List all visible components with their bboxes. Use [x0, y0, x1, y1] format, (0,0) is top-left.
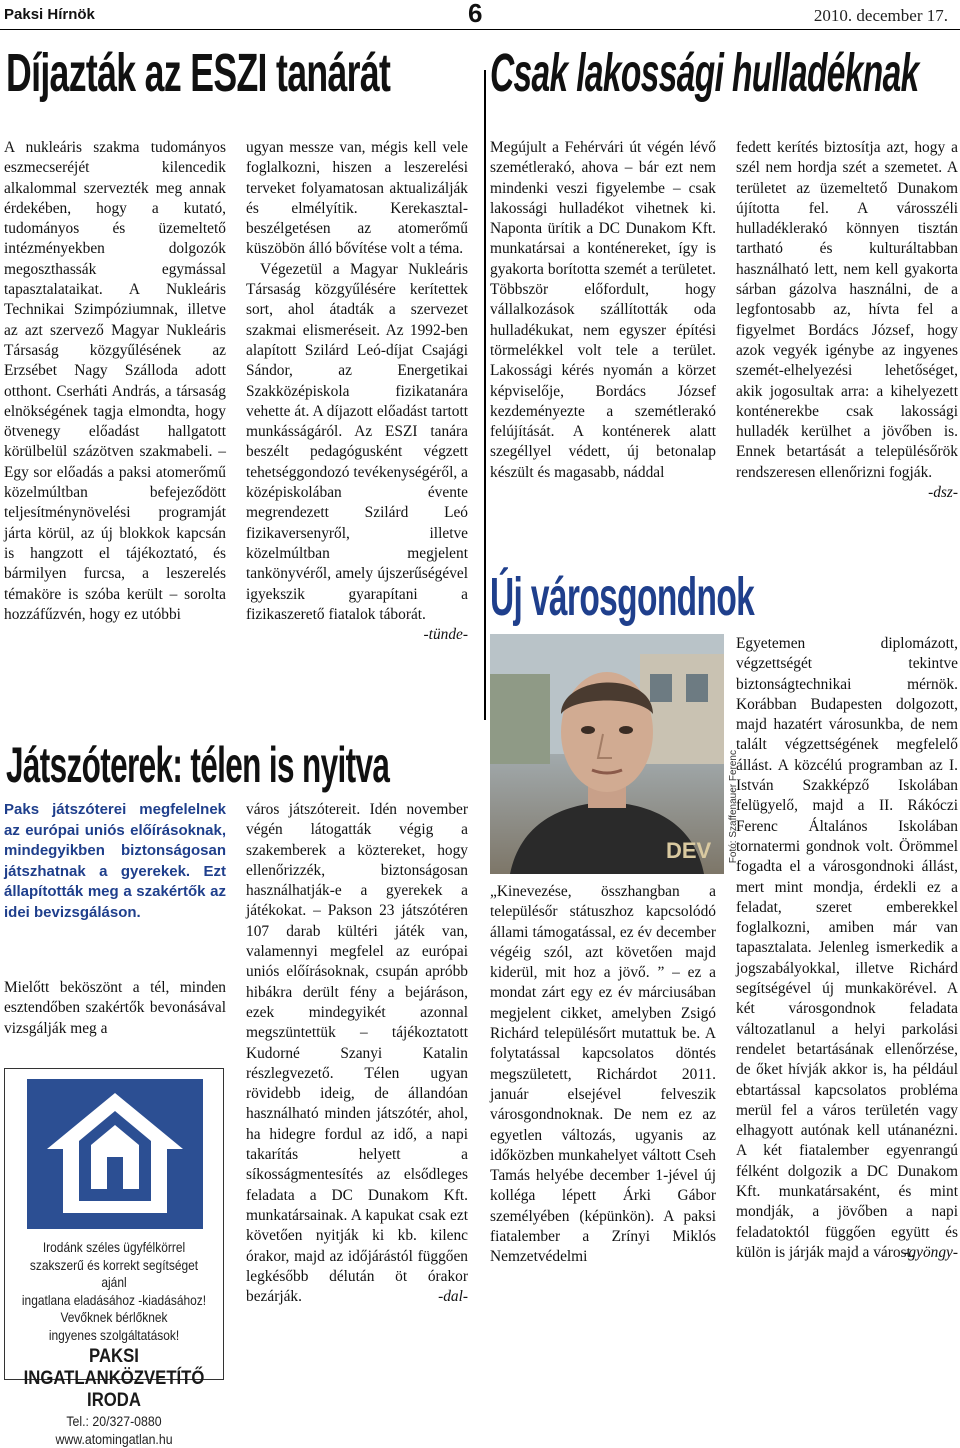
portrait-photo	[490, 634, 724, 874]
advert-brand-2: INGATLANKÖZVETÍTŐ IRODA	[23, 1368, 205, 1411]
eszi-body-2b: Végezetül a Magyar Nukleáris Társaság közgyűlésére kerítettek sort, ahol átadták a szervezet szakmai elismeréseit. Az 1992-ben alapított Szilárd Leó-díjat Csajági Sándor, az Energetikai Szakközépiskola fizikatanára vehette át. A díjazott előadást tartott munkásságáról. Az ESZI tanára beszélt pedagógusként végzett tehetséggondozó tevékenységéről, a középiskolában évente megrendezett Szilárd Leó fizikaversenyről, illetve közelmúltban megjelent tankönyvéről, amely újszerűségével igyekszik gyarapítani a fizikaszerető fiatalok táborát.	[246, 260, 468, 623]
advert-line-1: Irodánk széles ügyfélkörrel	[42, 1240, 186, 1255]
real-estate-advert	[4, 1068, 224, 1447]
playground-lead	[4, 800, 226, 923]
guard-signature: -gyöngy-	[903, 1244, 958, 1262]
playground-body-2: város játszótereit. Idén november végén látogatták végig a szakemberek a köztereket, hogy ellenőrizzék, biztonságosan használhatják-e a gyerekek a játékokat. – Pakson 23 játszótéren 107 darab kültéri játék van, valamennyi megfelel az európai uniós előírásoknak, csupán apróbb hibákra derült fény a bejáráson, ezek mindegyikét azonnal megszüntettük – tájékoztatott Kudorné Szanyi Katalin részlegvezető. Télen ugyan rövidebb ideig, de állandóan használható minden játszótér, ahol, ha hidegre fordul az idő, a napi takarítás helyett a síkosságmentesítés az elsődleges feladata a DC Dunakom Kft. munkatársainak. A kapukat csak ezt követően nyitják ki kb. kilenc órakor, majd az időjárástól függően legkésőbb délután öt órakor bezárják.	[246, 801, 468, 1306]
waste-signature: -dsz-	[928, 484, 958, 502]
headline-eszi: Díjazták az ESZI tanárát	[6, 43, 391, 103]
waste-body-2: fedett kerítés biztosítja azt, hogy a szél nem hordja szét a szemetet. A területet az üzemeltető Dunakom újította fel. A városszéli hulladéklerakó könnyen tisztán tartható és kulturáltabban használható lett, nem kell gyakorta sárban gázolva használni, de a legfontosabb az, hívta fel a figyelmet Bordács József, hogy azok vegyék igénybe az ingyenes szemét-elhelyezési lehetőséget, akik jogosultak arra: a kihelyezett konténerekbe csak lakossági hulladék kerülhet a jövőben is. Ennek betartását a településőrök rendszeresen ellenőrizni fogják.	[736, 139, 958, 481]
advert-line-3: ingatlana eladásához -kiadásához!	[21, 1292, 207, 1308]
eszi-column-2	[246, 138, 468, 720]
house-logo-icon	[27, 1079, 203, 1229]
eszi-body-2a: ugyan messze van, mégis kell vele foglalkozni, hiszen a leszerelési terveket folyamatosan aktualizálják és elmélyítik. Kerekasztal-beszélgetésen az atomerőmű küszöbön álló bővítése volt a téma.	[246, 139, 468, 258]
advert-line-5: ingyenes szolgáltatások!	[48, 1327, 180, 1343]
playground-lead-text: Paks játszóterei megfelelnek az európai uniós előírásoknak, mindegyikben biztonságosan játszhatnak a gyerekek. Ezt állapították meg a szakértők az idei bevizsgáláson.	[4, 801, 226, 921]
playground-column-1	[4, 978, 226, 1058]
advert-phone: Tel.: 20/327-0880	[66, 1413, 162, 1429]
photo-credit: Fotó: Szaffenauer Ferenc	[728, 750, 739, 864]
advert-brand-1: PAKSI	[89, 1346, 139, 1367]
issue-date: 2010. december 17.	[813, 6, 948, 25]
advert-text	[18, 1239, 210, 1448]
column-divider	[484, 70, 486, 720]
waste-body-1: Megújult a Fehérvári út végén lévő szemétlerakó, ahova – bár ezt nem mindenki veszi figyelembe – csak lakossági hulladékot vihetnek ki. Naponta ürítik a DC Dunakom Kft. munkatársai a konténereket, így is gyakorta borította szemét a területet. Többször előfordult, hogy vállalkozások szállították oda hulladékukat, nem egyszer építési törmelékkel volt tele a terület. Lakossági kérés nyomán a körzet képviselője, Bordács József kezdeményezte a szemétlerakó felújítását. A konténerek alatt szegéllyel védett, új betonalap készült és magasabb, náddal	[490, 139, 716, 481]
page-number: 6	[468, 0, 483, 28]
eszi-signature: -tünde-	[423, 626, 468, 644]
headline-waste: Csak lakossági hulladéknak	[490, 43, 919, 103]
waste-column-1	[490, 138, 716, 548]
paper-name: Paksi Hírnök	[4, 6, 95, 23]
page-header	[0, 0, 960, 30]
guard-body-left: „Kinevezése, összhangban a településőr státuszhoz kapcsolódó állami támogatással, ez év december végéig szól, azt követően majd kiderül, mit hoz a jövő. ” – ez a mondat zárt egy ez év márciusában megjelent cikket, amelyben Zsigó Richárd településőrt mutattuk be. A folytatással kapcsolatos döntés megszületett, Richárdot 2011. január elsejével felveszik városgondnoknak. De nem ez az egyetlen változás, ugyanis az időközben munkahelyet váltott Cseh Tamás helyébe december 1-jével új kolléga lépett Árki Gábor személyében (képünkön). A paksi fiatalember a Zrínyi Miklós Nemzetvédelmi	[490, 883, 716, 1266]
waste-column-2	[736, 138, 958, 548]
playground-body-1: Mielőtt beköszönt a tél, minden esztendőben szakértők bevonásával vizsgálják meg a	[4, 979, 226, 1037]
guard-column-right	[736, 634, 958, 1384]
playground-signature: -dal-	[438, 1288, 468, 1306]
eszi-body-1: A nukleáris szakma tudományos eszmecseréjét kilencedik alkalommal szervezték meg annak érdekében, hogy a kutató, tudományos és üzemeltető intézményekben dolgozók megoszthassák egymással tapasztalataikat. A Nukleáris Technikai Szimpóziumnak, illetve az azt szervező Magyar Nukleáris Társaság közgyűlésének az Erzsébet Nagy Szálloda adott otthont. Cserháti András, a társaság elnökségének tagja elmondta, hogy ötvenegy előadást hallgatott körülbelül százötven szakmabeli. – Egy sor előadás a paksi atomerőmű közelmúltban befejeződött teljesítménynövelési programját járta körül, az új blokkok kapcsán is hangzott el tájékoztató, és bármilyen furcsa, a leszerelés témaköre is szóba került – sorolta hozzáfűzvén, hogy ez utóbbi	[4, 139, 226, 623]
jacket-badge: DEV	[666, 838, 712, 863]
advert-website: www.atomingatlan.hu	[55, 1431, 173, 1447]
advert-line-2: szakszerű és korrekt segítséget ajánl	[29, 1257, 199, 1290]
eszi-column-1	[4, 138, 226, 720]
portrait-illustration	[490, 634, 724, 874]
playground-column-2	[246, 800, 468, 1384]
headline-guard: Új városgondnok	[490, 567, 755, 627]
advert-line-4: Vevőknek bérlőknek	[60, 1310, 168, 1325]
guard-body-right: Egyetemen diplomázott, végzettségét tekintve biztonságtechnikai mérnök. Korábban Budapesten dolgozott, majd hazatért városunkba, de nem talált végzettségének megfelelő állást. A közcélú programban az I. István Szakképző Iskolában felügyelő, majd a II. Rákóczi Ferenc Általános Iskolában tornatermi gondnok volt. Örömmel fogadta el a városgondnoki állást, mert mint mondja, érdekli ez a feladat, szeret emberekkel foglalkozni, amiben már van tapasztalata. Jelenleg ismerkedik a jogszabályokkal, illetve Richárd segítségével új munkakörével. A két városgondnok feladata változatlanul a helyi parkolási rendelet betartásának ellenőrzése, de őket hívják akkor is, ha például ebtartással kapcsolatos probléma merül fel a város területén vagy elhagyott autónak kell utánanézni. A két fiatalember egyenrangú félként dolgozik a DC Dunakom Kft. munkatársaként, és mint mondják, a jövőben a napi feladatoktól függően együtt és külön is járják majd a várost.	[736, 635, 958, 1261]
headline-playground: Játszóterek: télen is nyitva	[6, 737, 390, 793]
guard-column-left	[490, 882, 716, 1384]
